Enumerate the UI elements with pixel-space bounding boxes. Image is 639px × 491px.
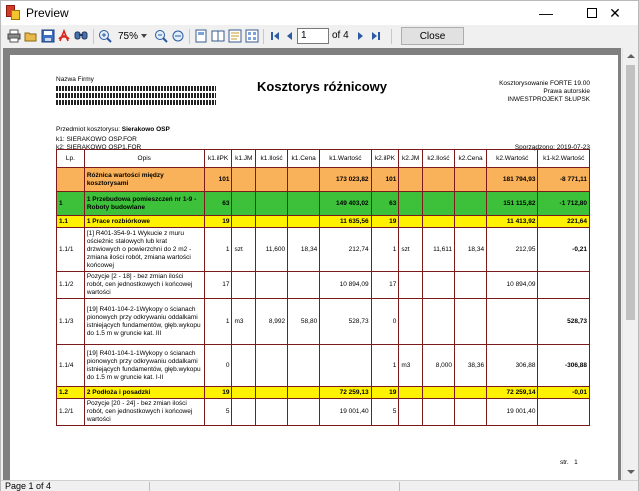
subject-line [56,126,170,134]
pdf-icon[interactable] [56,28,72,44]
table-cell-diff: -8 771,11 [538,168,590,192]
table-cell-k2il [422,272,454,299]
column-header: Lp. [57,150,85,168]
table-cell-k1jm [232,216,256,228]
table-cell-k2il [422,399,454,426]
table-cell-k1jm [232,387,256,399]
table-row [57,345,590,387]
table-cell-k2wart: 306,88 [487,345,538,387]
firm-placeholder [56,93,216,98]
table-cell-k1jm [232,168,256,192]
status-bar [1,480,638,491]
column-header: k1.Cena [288,150,320,168]
table-cell-k1cena [288,168,320,192]
table-cell-k1cena [288,399,320,426]
table-cell-k2jm [399,272,423,299]
table-cell-k1wart [320,345,371,387]
table-row [57,216,590,228]
title-bar [1,1,638,25]
table-cell-k2il: 8,000 [422,345,454,387]
firm-block [56,76,216,105]
table-cell-k2jm [399,387,423,399]
column-header: k1-k2.Wartość [538,150,590,168]
prev-page-icon[interactable] [281,28,297,44]
prepared-date: Sporządzono: 2019-07-23 [514,144,590,151]
table-cell-k2jm [399,192,423,216]
table-cell-k2wart: 10 894,09 [487,272,538,299]
table-cell-k1ilpk: 17 [204,272,232,299]
page-count-label: of 4 [332,30,349,41]
table-cell-opis: [19] R401-104-1-1Wykopy o ścianach pionowych przy odkrywaniu oddalkami istniejących fundamentów, głęb.wykopu do 1.5 m w gruncie kat. I-II [84,345,204,387]
open-icon[interactable] [23,28,39,44]
single-page-icon[interactable] [193,28,209,44]
table-cell-lp: 1.1/1 [57,228,85,272]
table-cell-diff: -1 712,80 [538,192,590,216]
table-cell-k2jm [399,168,423,192]
table-cell-k1jm: m3 [232,299,256,345]
license-line: Prawa autorskie [543,88,590,95]
table-cell-k2cena: 18,34 [455,228,487,272]
table-cell-k1wart: 72 259,13 [320,387,371,399]
document-title: Kosztorys różnicowy [257,79,388,94]
table-cell-k2ilpk: 63 [371,192,399,216]
page-number-label: str. [560,459,569,466]
table-cell-opis: 1 Przebudowa pomieszczeń nr 1-9 - Roboty budowlane [84,192,204,216]
table-cell-k2cena: 38,36 [455,345,487,387]
table-row [57,272,590,299]
table-cell-k1cena [288,216,320,228]
table-cell-k2wart: 212,95 [487,228,538,272]
table-cell-k2wart: 72 259,14 [487,387,538,399]
table-cell-k1il: 11,600 [256,228,288,272]
app-icon [6,5,20,20]
table-cell-k1wart: 528,73 [320,299,371,345]
table-cell-k2il [422,216,454,228]
k1-file: k1: SIERAKOWO OSP.FOR [56,136,137,143]
column-header: k2.Cena [455,150,487,168]
table-cell-k1il [256,399,288,426]
table-cell-k1jm [232,399,256,426]
table-cell-k2wart: 181 794,93 [487,168,538,192]
page-number-value: 1 [574,459,578,466]
subject-value: Sierakowo OSP [121,126,170,133]
table-cell-k1il [256,192,288,216]
table-cell-k2ilpk: 19 [371,216,399,228]
table-cell-k1ilpk: 19 [204,387,232,399]
table-cell-k1il: 8,992 [256,299,288,345]
k2-file: k2: SIERAKOWO OSP1.FOR [56,144,142,151]
column-header: k1.ilPK [204,150,232,168]
last-page-icon[interactable] [368,28,384,44]
table-cell-k2jm: szt [399,228,423,272]
table-cell-lp: 1.2 [57,387,85,399]
table-cell-k2jm [399,299,423,345]
table-cell-k1cena: 58,80 [288,299,320,345]
table-cell-k1ilpk: 1 [204,299,232,345]
table-cell-k2il [422,168,454,192]
table-row [57,387,590,399]
table-cell-k1cena [288,345,320,387]
multi-page-icon[interactable] [227,28,243,44]
table-cell-k2ilpk: 1 [371,228,399,272]
table-cell-diff: -0,01 [538,387,590,399]
table-cell-k2il [422,192,454,216]
table-cell-k2ilpk: 1 [371,345,399,387]
close-button[interactable]: Close [401,27,464,45]
table-cell-k1il [256,272,288,299]
table-cell-k1ilpk: 1 [204,228,232,272]
document-page [10,55,618,480]
two-page-icon[interactable] [210,28,226,44]
table-cell-diff [538,399,590,426]
table-cell-k1wart: 173 023,82 [320,168,371,192]
table-cell-k1jm: szt [232,228,256,272]
table-row [57,299,590,345]
software-info [472,80,590,104]
table-cell-k2il [422,299,454,345]
table-cell-k2jm [399,399,423,426]
table-cell-opis: [1] R401-354-9-1 Wykucie z muru ościeżnic stalowych lub krat drzwiowych o powierzchni do 2 m2 -zmiana ilości robót, zmiana wartości końcowej [84,228,204,272]
table-cell-k2ilpk: 0 [371,299,399,345]
table-cell-diff: 221,64 [538,216,590,228]
column-header: k2.JM [399,150,423,168]
table-cell-k1il [256,387,288,399]
page-number-input[interactable]: 1 [297,28,329,44]
table-cell-k1wart: 149 403,02 [320,192,371,216]
close-window-button[interactable]: ✕ [609,4,621,21]
table-cell-diff: -306,88 [538,345,590,387]
page-number [560,459,578,466]
table-cell-k2ilpk: 5 [371,399,399,426]
table-cell-k2cena [455,216,487,228]
status-page-text: Page 1 of 4 [5,481,52,491]
table-cell-k1wart: 11 635,56 [320,216,371,228]
subject-label: Przedmiot kosztorysu: [56,126,120,133]
preview-viewport[interactable] [3,48,621,480]
column-header: k2.Wartość [487,150,538,168]
table-cell-k1jm [232,192,256,216]
estimate-table [56,149,590,426]
table-cell-k1wart: 212,74 [320,228,371,272]
column-header: k1.JM [232,150,256,168]
table-cell-lp: 1.1/2 [57,272,85,299]
table-row [57,168,590,192]
table-cell-k2wart: 19 001,40 [487,399,538,426]
table-cell-k2jm [399,216,423,228]
column-header: k1.Ilość [256,150,288,168]
table-row [57,228,590,272]
table-cell-k2jm: m3 [399,345,423,387]
table-cell-k2cena [455,272,487,299]
table-cell-diff: -0,21 [538,228,590,272]
table-cell-k1cena [288,272,320,299]
table-cell-lp: 1.1/4 [57,345,85,387]
column-header: k1.Wartość [320,150,371,168]
save-icon[interactable] [40,28,56,44]
print-icon[interactable] [6,28,22,44]
zoom-out-icon[interactable] [153,28,169,44]
column-header: k2.Ilość [422,150,454,168]
table-cell-opis: Pozycje [2 - 18] - bez zmian ilości robót, cen jednostkowych i końcowej wartości [84,272,204,299]
table-cell-k2cena [455,299,487,345]
minimize-button[interactable]: — [539,5,553,21]
table-cell-k1wart: 19 001,40 [320,399,371,426]
scroll-down-icon[interactable] [627,470,635,474]
table-cell-k1cena: 18,34 [288,228,320,272]
table-cell-k1ilpk: 63 [204,192,232,216]
next-page-icon[interactable] [353,28,369,44]
table-cell-opis: Pozycje [20 - 24] - bez zmian ilości robót, cen jednostkowych i końcowej wartości [84,399,204,426]
firm-placeholder [56,100,216,105]
page-width-icon[interactable] [170,28,186,44]
table-cell-lp [57,168,85,192]
toolbar [1,25,638,47]
table-cell-k2wart [487,299,538,345]
table-cell-k1jm [232,345,256,387]
table-cell-k1il [256,345,288,387]
table-cell-k1ilpk: 19 [204,216,232,228]
table-cell-k2ilpk: 17 [371,272,399,299]
table-cell-k2wart: 11 413,92 [487,216,538,228]
scroll-thumb[interactable] [626,65,635,320]
table-cell-opis: 1 Prace rozbiórkowe [84,216,204,228]
table-cell-k2il [422,387,454,399]
table-cell-k2il: 11,611 [422,228,454,272]
scroll-up-icon[interactable] [627,54,635,58]
table-cell-opis: 2 Podłoża i posadzki [84,387,204,399]
table-row [57,192,590,216]
table-cell-diff [538,272,590,299]
table-cell-k1ilpk: 0 [204,345,232,387]
table-cell-lp: 1 [57,192,85,216]
table-cell-lp: 1.1/3 [57,299,85,345]
table-cell-opis: [19] R401-104-2-1Wykopy o ścianach pionowych przy odkrywaniu oddalkami istniejących fundamentów, głęb.wykopu do 1.5 m w gruncie kat. III [84,299,204,345]
table-header [57,150,590,168]
table-cell-k1il [256,216,288,228]
table-cell-k2wart: 151 115,82 [487,192,538,216]
table-cell-k1cena [288,387,320,399]
table-cell-k2cena [455,399,487,426]
table-cell-k1il [256,168,288,192]
chevron-down-icon[interactable] [141,34,147,38]
window-title: Preview [26,6,69,20]
thumbnail-icon[interactable] [244,28,260,44]
table-cell-k2cena [455,168,487,192]
software-name: Kosztorysowanie FORTE 19.00 [499,80,590,87]
table-cell-k1jm [232,272,256,299]
table-cell-k2ilpk: 19 [371,387,399,399]
table-cell-lp: 1.1 [57,216,85,228]
table-cell-k1ilpk: 5 [204,399,232,426]
column-header: k2.ilPK [371,150,399,168]
table-cell-k2cena [455,387,487,399]
table-cell-k1wart: 10 894,09 [320,272,371,299]
table-row [57,399,590,426]
zoom-in-icon[interactable] [97,28,113,44]
company-name: INWESTPROJEKT SŁUPSK [507,96,590,103]
vertical-scrollbar[interactable] [622,48,638,480]
find-icon[interactable] [73,28,89,44]
table-cell-diff: 528,73 [538,299,590,345]
column-header: Opis [84,150,204,168]
table-cell-lp: 1.2/1 [57,399,85,426]
table-cell-k1ilpk: 101 [204,168,232,192]
table-cell-k1cena [288,192,320,216]
table-cell-k2ilpk: 101 [371,168,399,192]
table-cell-opis: Różnica wartości między kosztorysami [84,168,204,192]
zoom-value: 75% [118,30,139,42]
table-cell-k2cena [455,192,487,216]
firm-label: Nazwa Firmy [56,76,94,83]
firm-placeholder [56,86,216,91]
